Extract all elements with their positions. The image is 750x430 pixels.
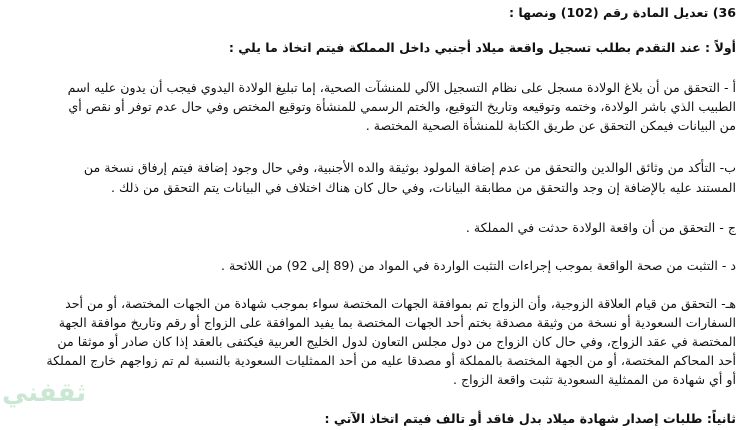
- item-a-line-3: من البيانات فيمكن التحقق عن طريق الكتابة للمنشأة الصحية المختصة .: [365, 118, 736, 133]
- first-heading: أولاً : عند التقدم بطلب تسجيل واقعة ميلاد أجنبي داخل المملكة فيتم اتخاذ ما يلي :: [228, 40, 736, 55]
- item-e-line-4: أحد المحاكم المختصة، أو من الجهة المختصة بالمملكة أو مصدقا عليه من أحد الممثليات السعودية بالنسبة لم تم زواجهم خارج المملكة: [46, 353, 736, 368]
- item-d-line-1: د - التثبت من صحة الواقعة بموجب إجراءات التثبت الواردة في المواد من (89 إلى 92) من اللائحة .: [221, 258, 736, 273]
- item-a-line-1: أ - التحقق من أن بلاغ الولادة مسجل على نظام التسجيل الآلي للمنشآت الصحية، إما تبليغ الولادة اليدوي فيجب أن يدون عليه اسم: [67, 80, 736, 95]
- item-b-line-1: ب- التأكد من وثائق الوالدين والتحقق من عدم إضافة المولود بوثيقة والده الأجنبية، وفي حال وجود إضافة فيتم إرفاق نسخة من: [83, 160, 736, 175]
- site-watermark-logo: ثقفني: [2, 378, 87, 408]
- item-a-line-2: الطبيب الذي باشر الولادة، وختمه وتوقيعه وتاريخ التوقيع، والختم الرسمي للمنشأة وتوقيع المختص وفي حال عدم توفر أو نقص أي: [68, 99, 736, 114]
- item-e-line-2: السفارات السعودية أو نسخة من وثيقة مصدقة بختم أحد الجهات المختصة بما يفيد الموافقة على الزواج أو رقم وتاريخ موافقة الجهة: [58, 315, 736, 330]
- item-e-line-5: أو أي شهادة من الممثلية السعودية تثبت واقعة الزواج .: [452, 372, 736, 387]
- item-e-line-1: هـ- التحقق من قيام العلاقة الزوجية، وأن الزواج تم بموافقة الجهات المختصة سواء بموجب شهادة من الجهات المختصة، أو من أحد: [65, 296, 736, 311]
- item-e-line-3: المختصة في عقد الزواج، وفي حال كان الزواج من دول مجلس التعاون لدول الخليج العربية فيكتفى بالعقد إذا كان صادر أو موثقا من: [57, 334, 736, 349]
- second-heading: ثانياً: طلبات إصدار شهادة ميلاد بدل فاقد أو تالف فيتم اتخاذ الآتي :: [324, 411, 736, 426]
- item-b-line-2: المستند عليه بالإضافة إن وجد والتحقق من مطابقة البيانات، وفي حال كان هناك اختلاف في البيانات يتم التحقق من ذلك .: [110, 180, 736, 195]
- item-c-line-1: ج - التحقق من أن واقعة الولادة حدثت في المملكة .: [465, 220, 736, 235]
- article-header: 36) تعديل المادة رقم (102) ونصها :: [508, 5, 736, 20]
